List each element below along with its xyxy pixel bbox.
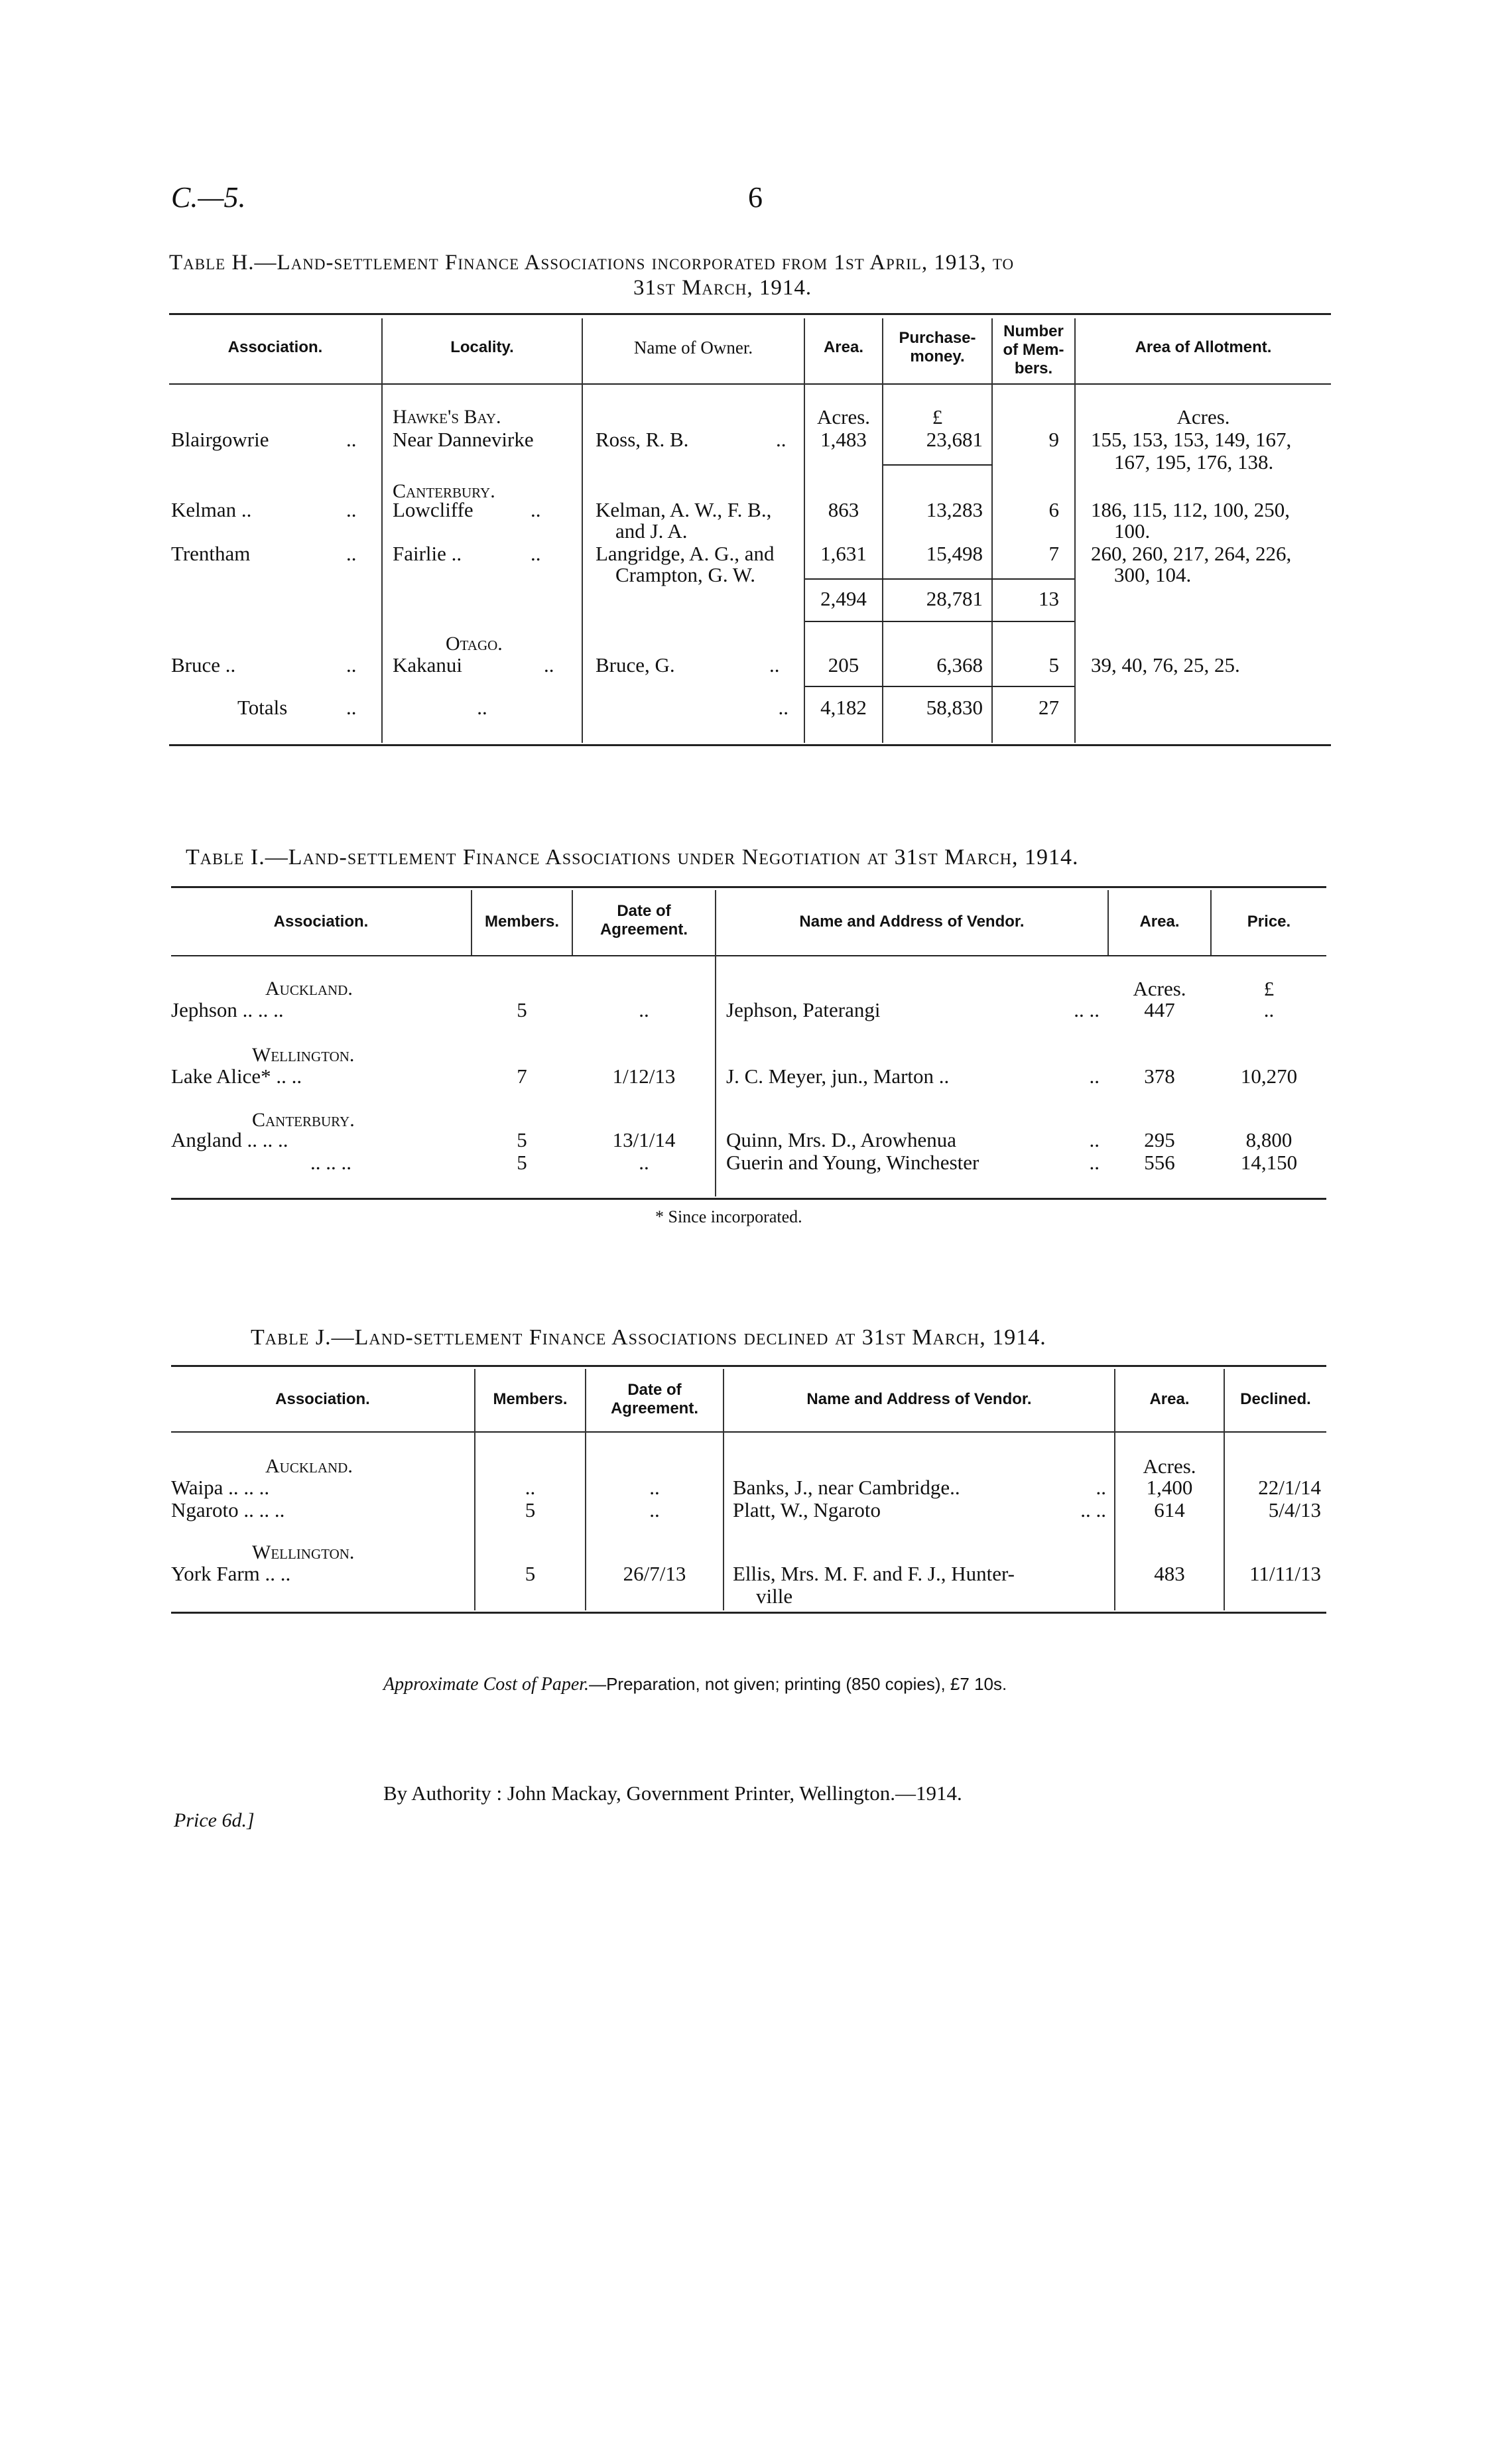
dots: .. [769, 653, 780, 677]
purchase: 6,368 [936, 653, 983, 677]
area: 614 [1154, 1498, 1185, 1521]
area: 1,631 [820, 542, 867, 565]
date: 1/12/13 [612, 1065, 676, 1088]
price-label: Price 6d.] [174, 1809, 255, 1831]
purchase: 15,498 [926, 542, 983, 565]
declined: 5/4/13 [1268, 1498, 1321, 1521]
area: 863 [828, 498, 859, 521]
association-name: Kelman .. [171, 498, 252, 521]
vendor: Quinn, Mrs. D., Arowhenua [726, 1128, 956, 1151]
footnote: * Since incorporated. [655, 1207, 802, 1226]
dots: .. [346, 428, 357, 451]
col-association: Association. [275, 1390, 370, 1408]
allotment: 167, 195, 176, 138. [1114, 450, 1274, 474]
cost-text: —Preparation, not given; printing (850 copies), £7 10s. [589, 1674, 1007, 1694]
col-declined: Declined. [1240, 1390, 1311, 1408]
col-association: Association. [227, 338, 323, 356]
col-date-line1: Date of [617, 902, 671, 920]
col-allotment: Area of Allotment. [1135, 338, 1272, 356]
members: 5 [525, 1562, 536, 1585]
area: 205 [828, 653, 859, 677]
col-date [586, 1381, 723, 1418]
dots: .. [477, 696, 487, 719]
table-i-title: Table I.—Land-settlement Finance Associations under Negotiation at 31st March, 1914. [186, 845, 1079, 870]
owner: Bruce, G. [596, 653, 675, 677]
date: .. [649, 1498, 660, 1521]
allotment: 155, 153, 153, 149, 167, [1091, 428, 1292, 451]
col-date-line2: Agreement. [599, 921, 688, 939]
col-owner: Name of Owner. [633, 338, 753, 357]
table-h-title-line2: 31st March, 1914. [633, 276, 812, 300]
dots: .. [544, 653, 554, 677]
locality: Kakanui [393, 653, 463, 677]
date: .. [639, 998, 649, 1021]
dots: .. [531, 542, 541, 565]
dots: .. [1096, 1476, 1106, 1499]
col-date-line1: Date of [627, 1381, 682, 1399]
area: 295 [1144, 1128, 1175, 1151]
unit-allotment-acres: Acres. [1176, 405, 1230, 428]
table-j-title: Table J.—Land-settlement Finance Associations declined at 31st March, 1914. [251, 1325, 1046, 1350]
col-members-line1: Number [1003, 322, 1064, 340]
area: 483 [1154, 1562, 1185, 1585]
date: 26/7/13 [623, 1562, 686, 1585]
region-otago: Otago. [446, 633, 503, 655]
region-auckland: Auckland. [265, 978, 353, 1000]
col-purchase [883, 329, 991, 366]
dots: .. [531, 498, 541, 521]
purchase: 23,681 [926, 428, 983, 451]
association-name: Jephson .. .. .. [171, 998, 284, 1021]
col-members-line2: of Mem- [1003, 341, 1064, 359]
area: 4,182 [820, 696, 867, 719]
members: 5 [525, 1498, 536, 1521]
allotment: 186, 115, 112, 100, 250, [1091, 498, 1290, 521]
page-number: 6 [748, 181, 763, 214]
allotment: 300, 104. [1114, 563, 1192, 586]
association-name: Ngaroto .. .. .. [171, 1498, 285, 1521]
members: 7 [517, 1065, 527, 1088]
region-hawkes-bay: Hawke's Bay. [393, 406, 501, 428]
col-area: Area. [1139, 913, 1180, 931]
col-purchase-line1: Purchase- [899, 329, 976, 347]
vendor: Banks, J., near Cambridge.. [733, 1476, 960, 1499]
region-canterbury: Canterbury. [252, 1109, 355, 1131]
col-association: Association. [273, 913, 369, 931]
vendor: J. C. Meyer, jun., Marton .. [726, 1065, 950, 1088]
locality: Near Dannevirke [393, 428, 534, 451]
region-auckland: Auckland. [265, 1455, 353, 1477]
area: 1,483 [820, 428, 867, 451]
dots: .. [346, 696, 357, 719]
dots: .. [1089, 1151, 1100, 1174]
date: .. [649, 1476, 660, 1499]
vendor: ville [756, 1585, 793, 1608]
association-name: Trentham [171, 542, 251, 565]
dots: .. [346, 653, 357, 677]
printer-authority: By Authority : John Mackay, Government Printer, Wellington.—1914. [383, 1781, 962, 1805]
cost-label: Approximate Cost of Paper. [383, 1674, 590, 1695]
unit-acres: Acres. [816, 405, 871, 428]
area: 1,400 [1146, 1476, 1193, 1499]
owner: and J. A. [615, 519, 688, 543]
col-date-line2: Agreement. [610, 1399, 699, 1417]
vendor: Platt, W., Ngaroto [733, 1498, 881, 1521]
unit-pound: £ [1263, 977, 1275, 1000]
members: 7 [1048, 542, 1059, 565]
purchase: 13,283 [926, 498, 983, 521]
allotment: 39, 40, 76, 25, 25. [1091, 653, 1240, 677]
purchase: 58,830 [926, 696, 983, 719]
table-h-title: Table H.—Land-settlement Finance Associations incorporated from 1st April, 1913, to [169, 251, 1015, 275]
locality: Fairlie .. [393, 542, 462, 565]
vendor: Jephson, Paterangi [726, 998, 881, 1021]
members: 5 [1048, 653, 1059, 677]
dots: .. [776, 428, 787, 451]
col-purchase-line2: money. [910, 348, 965, 365]
dots: .. [778, 696, 788, 719]
page-ref: C.—5. [171, 181, 246, 214]
region-wellington: Wellington. [252, 1044, 355, 1066]
price: .. [1263, 998, 1275, 1021]
cost-of-paper [383, 1674, 1007, 1695]
association-name: Angland .. .. .. [171, 1128, 288, 1151]
area: 2,494 [820, 587, 867, 610]
members: 5 [517, 998, 527, 1021]
association-name: Bruce .. [171, 653, 236, 677]
owner: Ross, R. B. [596, 428, 689, 451]
date: 13/1/14 [612, 1128, 676, 1151]
col-members: Members. [493, 1390, 568, 1408]
area: 447 [1144, 998, 1175, 1021]
area: 378 [1144, 1065, 1175, 1088]
association-name: Blairgowrie [171, 428, 269, 451]
price: 8,800 [1245, 1128, 1292, 1151]
members: 9 [1048, 428, 1059, 451]
vendor: Guerin and Young, Winchester [726, 1151, 979, 1174]
owner: Kelman, A. W., F. B., [596, 498, 772, 521]
dots: .. [346, 542, 357, 565]
declined: 11/11/13 [1249, 1562, 1321, 1585]
totals-label: Totals [237, 696, 288, 719]
dots: .. [1089, 1128, 1100, 1151]
dots: .. [346, 498, 357, 521]
col-members-line3: bers. [1014, 359, 1053, 377]
members: .. [525, 1476, 536, 1499]
declined: 22/1/14 [1258, 1476, 1321, 1499]
region-canterbury: Canterbury. [393, 480, 495, 502]
region-wellington: Wellington. [252, 1541, 355, 1563]
price: 14,150 [1240, 1151, 1298, 1174]
unit-acres: Acres. [1143, 1455, 1196, 1478]
association-name: York Farm .. .. [171, 1562, 291, 1585]
col-area: Area. [823, 338, 864, 356]
members: 5 [517, 1128, 527, 1151]
members: 6 [1048, 498, 1059, 521]
association-name: Waipa .. .. .. [171, 1476, 270, 1499]
owner: Crampton, G. W. [615, 563, 755, 586]
locality: Lowcliffe [393, 498, 473, 521]
dots: .. .. [1074, 998, 1100, 1021]
col-vendor: Name and Address of Vendor. [799, 913, 1025, 931]
col-price: Price. [1247, 913, 1291, 931]
members: 27 [1039, 696, 1059, 719]
date: .. [639, 1151, 649, 1174]
col-members: Members. [484, 913, 560, 931]
dots: .. [1089, 1065, 1100, 1088]
col-locality: Locality. [450, 338, 514, 356]
col-vendor: Name and Address of Vendor. [806, 1390, 1032, 1408]
members: 5 [517, 1151, 527, 1174]
owner: Langridge, A. G., and [596, 542, 775, 565]
purchase: 28,781 [926, 587, 983, 610]
col-date [573, 902, 715, 939]
col-members [993, 322, 1074, 378]
members: 13 [1039, 587, 1059, 610]
allotment: 260, 260, 217, 264, 226, [1091, 542, 1292, 565]
association-name: .. .. .. [310, 1151, 351, 1174]
dots: .. .. [1080, 1498, 1106, 1521]
col-area: Area. [1149, 1390, 1190, 1408]
unit-acres: Acres. [1133, 977, 1186, 1000]
price: 10,270 [1240, 1065, 1298, 1088]
vendor: Ellis, Mrs. M. F. and F. J., Hunter- [733, 1562, 1015, 1585]
allotment: 100. [1114, 519, 1151, 543]
area: 556 [1144, 1151, 1175, 1174]
unit-pound: £ [932, 405, 943, 428]
association-name: Lake Alice* .. .. [171, 1065, 302, 1088]
